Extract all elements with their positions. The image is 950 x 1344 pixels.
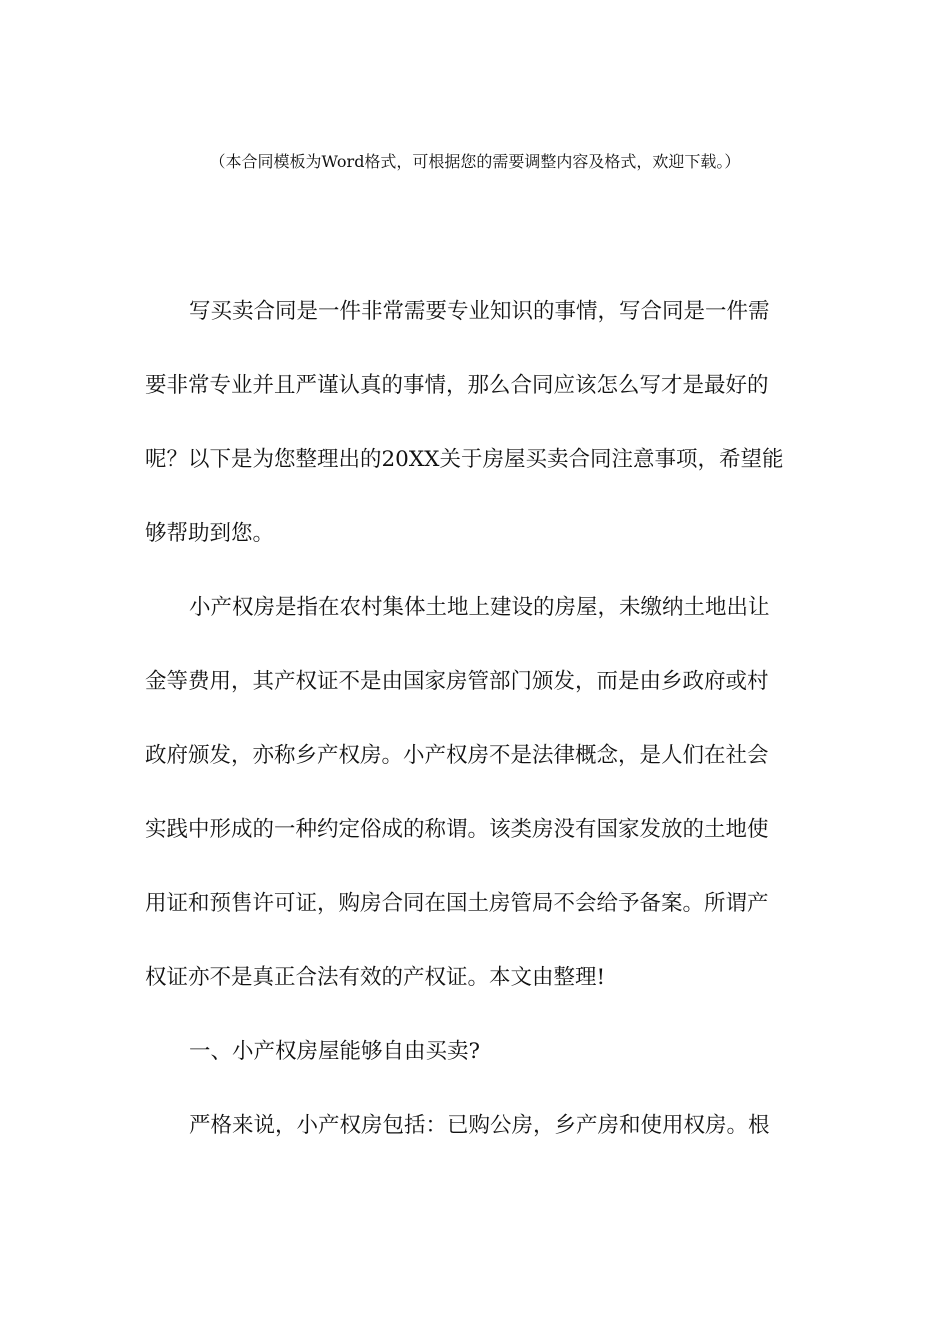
paragraph-line: 严格来说，小产权房包括：已购公房，乡产房和使用权房。根	[189, 1113, 770, 1138]
paragraph-line: 够帮助到您。	[145, 521, 275, 546]
paragraph-line: 用证和预售许可证，购房合同在国土房管局不会给予备案。所谓产	[145, 891, 769, 916]
paragraph-line: 要非常专业并且严谨认真的事情，那么合同应该怎么写才是最好的	[145, 373, 769, 398]
paragraph-line: 小产权房是指在农村集体土地上建设的房屋，未缴纳土地出让	[189, 595, 770, 620]
paragraph-line: 金等费用，其产权证不是由国家房管部门颁发，而是由乡政府或村	[145, 669, 769, 694]
paragraph-line: 实践中形成的一种约定俗成的称谓。该类房没有国家发放的土地使	[145, 817, 769, 842]
section-heading: 一、小产权房屋能够自由买卖?	[189, 1039, 481, 1064]
template-note: （本合同模板为Word格式，可根据您的需要调整内容及格式，欢迎下载。）	[209, 152, 741, 171]
document-body	[145, 290, 805, 1178]
paragraph-line: 写买卖合同是一件非常需要专业知识的事情，写合同是一件需	[189, 299, 770, 324]
paragraph-line: 呢？以下是为您整理出的20XX关于房屋买卖合同注意事项，希望能	[145, 447, 784, 472]
paragraph-line: 权证亦不是真正合法有效的产权证。本文由整理!	[145, 965, 606, 990]
paragraph-line: 政府颁发，亦称乡产权房。小产权房不是法律概念，是人们在社会	[145, 743, 769, 768]
